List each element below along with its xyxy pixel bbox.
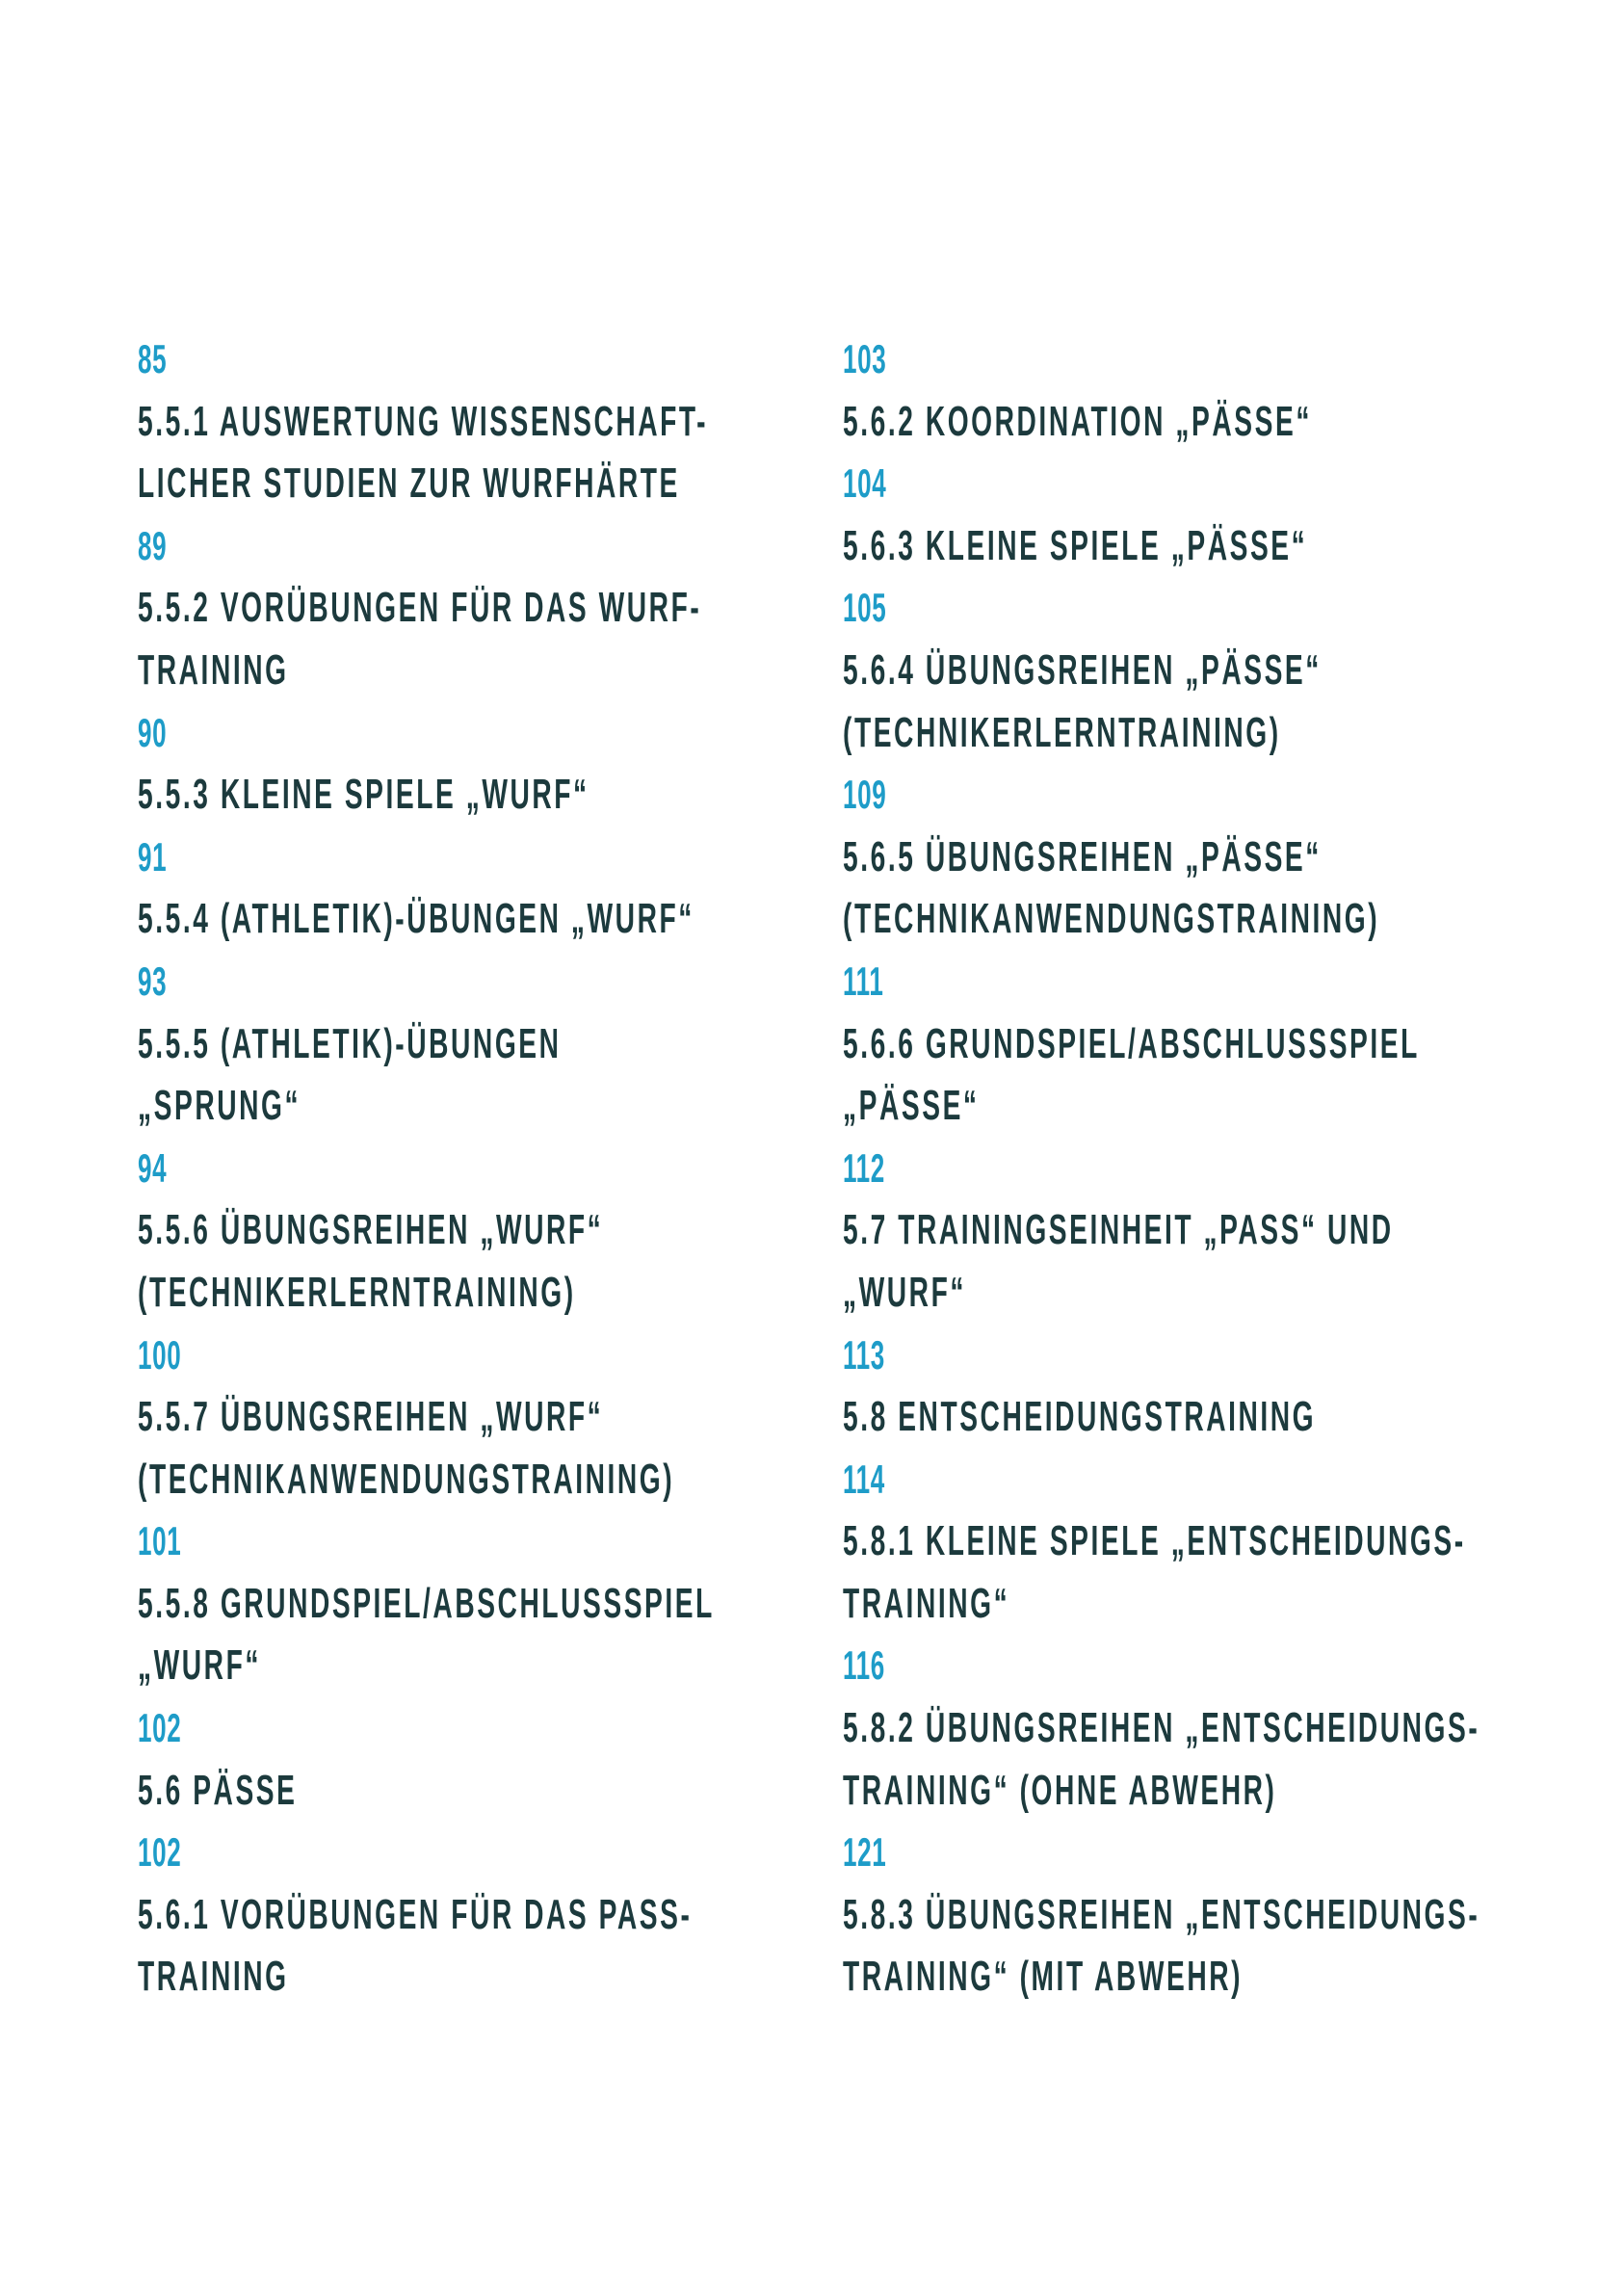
toc-entry [843,328,1517,453]
toc-entry-title: 5.5.3 KLEINE SPIELE „WURF“ [138,771,589,819]
toc-page-number: 121 [843,1829,887,1876]
toc-page-number: 91 [138,833,168,879]
toc-entry-title: (TECHNIKANWENDUNGSTRAINING) [843,895,1380,943]
toc-entry-title: 5.6.3 KLEINE SPIELE „PÄSSE“ [843,521,1308,569]
toc-entry-title: 5.8.3 ÜBUNGSREIHEN „ENTSCHEIDUNGS- [843,1890,1480,1938]
toc-entry-title: 5.5.7 ÜBUNGSREIHEN „WURF“ [138,1393,604,1441]
toc-entry-title: (TECHNIKERLERNTRAINING) [843,708,1281,756]
toc-entry [138,1510,754,1697]
toc-page-number: 94 [138,1144,168,1191]
toc-entry [843,1635,1517,1822]
toc-entry [843,764,1517,951]
toc-column-left [138,328,754,2008]
toc-entry-title: „WURF“ [843,1268,966,1316]
toc-entry [138,515,754,702]
toc-entry-title: 5.5.8 GRUNDSPIEL/ABSCHLUSSSPIEL [138,1579,715,1627]
toc-entry [843,1138,1517,1325]
toc-entry-title: 5.5.4 (ATHLETIK)-ÜBUNGEN „WURF“ [138,895,694,943]
toc-entry-title: 5.6.6 GRUNDSPIEL/ABSCHLUSSSPIEL [843,1019,1420,1067]
toc-page-number: 109 [843,772,887,818]
toc-entry-title: 5.8.1 KLEINE SPIELE „ENTSCHEIDUNGS- [843,1517,1466,1565]
toc-entry-title: 5.7 TRAININGSEINHEIT „PASS“ UND [843,1206,1394,1254]
toc-page-number: 100 [138,1331,182,1378]
toc-entry-title: 5.5.2 VORÜBUNGEN FÜR DAS WURF- [138,584,702,632]
toc-entry [138,1822,754,2008]
toc-entry [843,1325,1517,1449]
toc-page-number: 111 [843,958,884,1004]
toc-entry [138,827,754,951]
toc-entry-title: 5.6.4 ÜBUNGSREIHEN „PÄSSE“ [843,645,1322,694]
toc-entry [138,951,754,1138]
toc-entry-title: „SPRUNG“ [138,1082,301,1130]
toc-page-number: 116 [843,1642,885,1689]
toc-entry-title: 5.6.5 ÜBUNGSREIHEN „PÄSSE“ [843,832,1322,880]
toc-page-number: 114 [843,1456,885,1502]
toc-entry-title: (TECHNIKERLERNTRAINING) [138,1268,576,1316]
toc-entry-title: 5.8 ENTSCHEIDUNGSTRAINING [843,1393,1317,1441]
toc-page-number: 112 [843,1144,885,1191]
toc-entry [843,951,1517,1138]
toc-entry [843,1822,1517,2008]
toc-entry [843,453,1517,577]
toc-entry-title: 5.5.6 ÜBUNGSREIHEN „WURF“ [138,1206,604,1254]
toc-page-number: 90 [138,709,168,755]
toc-entry [138,1138,754,1325]
toc-entry-title: TRAINING“ [843,1579,1010,1627]
toc-entry [138,1697,754,1822]
toc-entry-title: 5.8.2 ÜBUNGSREIHEN „ENTSCHEIDUNGS- [843,1704,1480,1752]
toc-entry-title: 5.5.5 (ATHLETIK)-ÜBUNGEN [138,1019,562,1067]
toc-entry-title: TRAINING“ (MIT ABWEHR) [843,1953,1244,2001]
toc-entry [843,577,1517,764]
toc-entry-title: 5.5.1 AUSWERTUNG WISSENSCHAFT- [138,397,709,445]
toc-entry-title: 5.6 PÄSSE [138,1766,298,1814]
toc-entry-title: „WURF“ [138,1641,261,1690]
toc-page-number: 93 [138,958,168,1004]
toc-entry [138,328,754,515]
toc-page-number: 105 [843,585,887,631]
toc-entry [138,702,754,827]
toc-column-right [843,328,1517,2008]
toc-page-number: 113 [843,1331,885,1378]
toc-entry [138,1325,754,1511]
toc-entry-title: „PÄSSE“ [843,1082,980,1130]
toc-page-number: 101 [138,1518,182,1564]
toc-entry-title: TRAINING [138,645,289,694]
toc-page-number: 103 [843,336,887,381]
toc-entry-title: TRAINING [138,1953,289,2001]
toc-page-number: 89 [138,522,168,568]
toc-page-number: 104 [843,460,887,507]
toc-entry-title: (TECHNIKANWENDUNGSTRAINING) [138,1455,675,1503]
toc-page-number: 85 [138,336,168,381]
toc-entry-title: TRAINING“ (OHNE ABWEHR) [843,1766,1277,1814]
toc-entry-title: 5.6.1 VORÜBUNGEN FÜR DAS PASS- [138,1890,693,1938]
toc-entry-title: 5.6.2 KOORDINATION „PÄSSE“ [843,397,1312,445]
toc-entry [843,1449,1517,1636]
toc-entry-title: LICHER STUDIEN ZUR WURFHÄRTE [138,459,680,508]
toc-page-number: 102 [138,1829,182,1876]
toc-page-number: 102 [138,1705,182,1751]
